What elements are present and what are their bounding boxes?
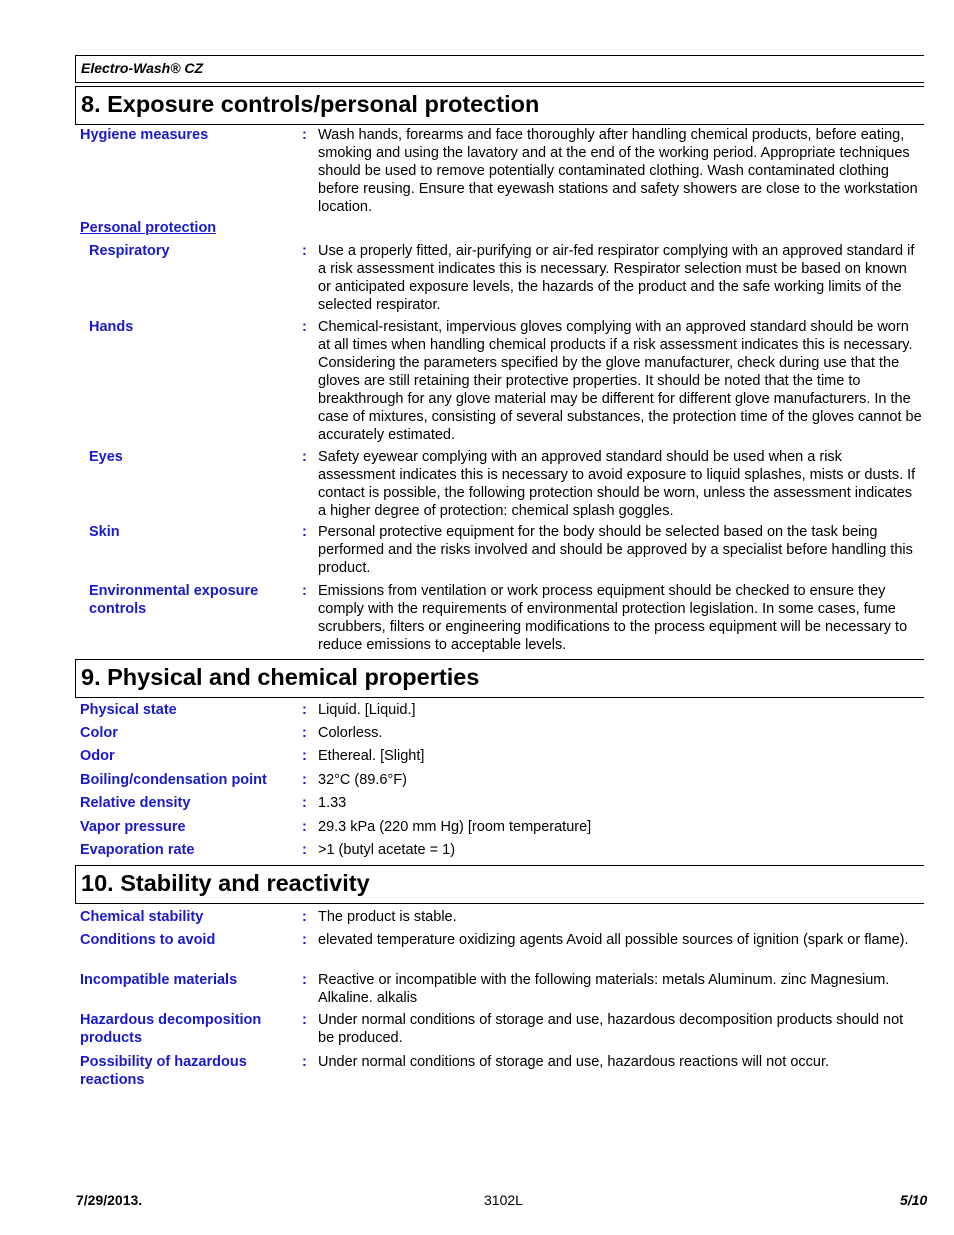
product-name: Electro-Wash® CZ (75, 55, 924, 83)
colon: : (302, 319, 307, 335)
colon: : (302, 127, 307, 143)
skin-label: Skin (89, 524, 120, 540)
colon: : (302, 1012, 307, 1028)
property-value: Liquid. [Liquid.] (318, 702, 416, 718)
colon: : (302, 795, 307, 811)
colon: : (302, 932, 307, 948)
hands-label: Hands (89, 319, 134, 335)
eyes-label: Eyes (89, 449, 123, 465)
colon: : (302, 972, 307, 988)
stability-label: Hazardous decomposition products (80, 1012, 262, 1046)
stability-value: Under normal conditions of storage and use, hazardous decomposition products should not be produced. (318, 1012, 904, 1046)
colon: : (302, 909, 307, 925)
property-value: 29.3 kPa (220 mm Hg) [room temperature] (318, 819, 592, 835)
property-label: Relative density (80, 795, 191, 811)
colon: : (302, 702, 307, 718)
section-9-title: 9. Physical and chemical properties (75, 659, 924, 698)
property-value: Ethereal. [Slight] (318, 748, 425, 764)
colon: : (302, 449, 307, 465)
respiratory-text: Use a properly fitted, air-purifying or air-fed respirator complying with an approved standard if a risk assessment indicates this is necessary. Respirator selection must be based on known or anticipated exposure levels, the hazards of the product and the safe working limits of the selected respirator. (318, 243, 915, 313)
skin-text: Personal protective equipment for the body should be selected based on the task being performed and the risks involved and should be approved by a specialist before handling this product. (318, 524, 913, 576)
colon: : (302, 842, 307, 858)
colon: : (302, 772, 307, 788)
footer-code: 3102L (484, 1192, 523, 1208)
colon: : (302, 1054, 307, 1070)
footer-page: 5/10 (900, 1192, 928, 1208)
eyes-text: Safety eyewear complying with an approved standard should be used when a risk assessment indicates this is necessary to avoid exposure to liquid splashes, mists or dusts. If contact is possible, the following protection should be worn, unless the assessment indicates a higher degree of protection: chemical splash goggles. (318, 449, 916, 519)
property-label: Color (80, 725, 118, 741)
colon: : (302, 748, 307, 764)
hygiene-measures-label: Hygiene measures (80, 127, 209, 143)
property-value: 32°C (89.6°F) (318, 772, 407, 788)
property-value: 1.33 (318, 795, 347, 811)
stability-label: Chemical stability (80, 909, 204, 925)
hands-text: Chemical-resistant, impervious gloves complying with an approved standard should be worn at all times when handling chemical products if a risk assessment indicates this is necessary. Considering the parameters specified by the glove manufacturer, check during use that the gloves are still retaining their protective properties. It should be noted that the time to breakthrough for any glove material may be different for different glove manufacturers. In the case of mixtures, consisting of several substances, the protection time of the gloves cannot be accurately estimated. (318, 319, 922, 443)
stability-label: Possibility of hazardous reactions (80, 1054, 247, 1088)
stability-label: Conditions to avoid (80, 932, 216, 948)
section-8-title: 8. Exposure controls/personal protection (75, 86, 924, 125)
hygiene-measures-text: Wash hands, forearms and face thoroughly after handling chemical products, before eating, smoking and using the lavatory and at the end of the working period. Appropriate techniques should be used to remove potentially contaminated clothing. Wash contaminated clothing before reusing. Ensure that eyewash stations and safety showers are close to the workstation location. (318, 127, 918, 215)
colon: : (302, 524, 307, 540)
stability-value: The product is stable. (318, 909, 457, 925)
colon: : (302, 725, 307, 741)
footer-date: 7/29/2013. (76, 1192, 143, 1208)
colon: : (302, 583, 307, 599)
property-label: Evaporation rate (80, 842, 195, 858)
stability-value: Under normal conditions of storage and use, hazardous reactions will not occur. (318, 1054, 830, 1070)
section-10-title: 10. Stability and reactivity (75, 865, 924, 904)
property-label: Boiling/condensation point (80, 772, 267, 788)
personal-protection-link[interactable]: Personal protection (80, 220, 217, 236)
property-label: Vapor pressure (80, 819, 186, 835)
respiratory-label: Respiratory (89, 243, 170, 259)
environmental-label: Environmental exposure controls (89, 583, 259, 617)
colon: : (302, 243, 307, 259)
property-value: Colorless. (318, 725, 383, 741)
property-label: Physical state (80, 702, 177, 718)
stability-label: Incompatible materials (80, 972, 238, 988)
colon: : (302, 819, 307, 835)
stability-value: elevated temperature oxidizing agents Avoid all possible sources of ignition (spark or flame). (318, 932, 909, 948)
property-label: Odor (80, 748, 115, 764)
property-value: >1 (butyl acetate = 1) (318, 842, 456, 858)
stability-value: Reactive or incompatible with the following materials: metals Aluminum. zinc Magnesium. Alkaline. alkalis (318, 972, 890, 1006)
environmental-text: Emissions from ventilation or work process equipment should be checked to ensure they comply with the requirements of environmental protection legislation. In some cases, fume scrubbers, filters or engineering modifications to the process equipment will be necessary to reduce emissions to acceptable levels. (318, 583, 908, 653)
